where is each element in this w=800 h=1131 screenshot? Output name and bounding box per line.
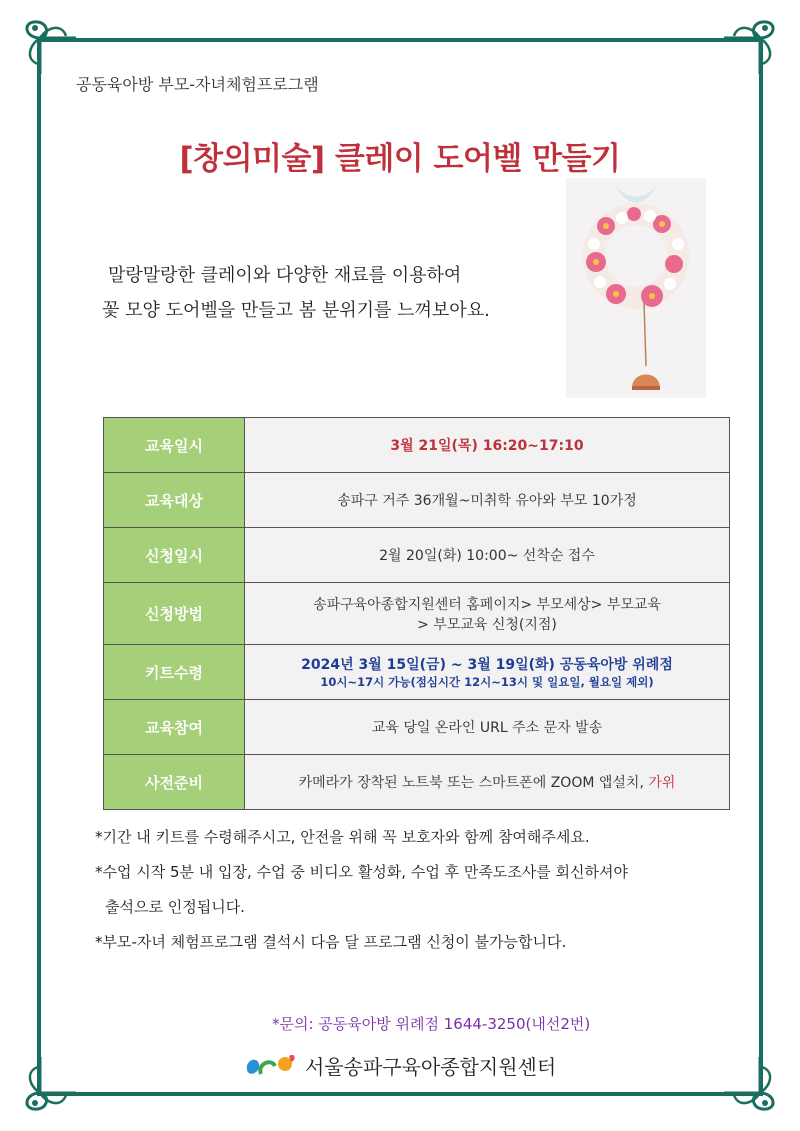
row-label: 교육참여 [104,700,245,755]
doorbell-photo [566,178,706,398]
ornament-corner-bottom-right-icon [722,1055,782,1115]
preparation-accent: 가위 [648,775,676,791]
flower-wreath-doorbell-icon [566,178,706,398]
row-label: 키트수령 [104,645,245,700]
center-logo-icon [243,1050,299,1080]
row-value: 교육 당일 온라인 URL 주소 문자 발송 [245,700,730,755]
org-logo [243,1050,556,1080]
ornament-corner-top-left-icon [18,16,78,76]
row-value [245,645,730,700]
apply-method-line-2: > 부모교육 신청(지점) [417,616,557,633]
table-row [104,583,730,645]
kit-pickup-period: 2024년 3월 15일(금) ~ 3월 19일(화) 공동육아방 위례점 [301,657,673,673]
row-value: 송파구 거주 36개월~미취학 유아와 부모 10가정 [245,473,730,528]
note-2: *수업 시작 5분 내 입장, 수업 중 비디오 활성화, 수업 후 만족도조사를 회신하셔야 [95,863,628,881]
kit-pickup-hours: 10시~17시 가능(점심시간 12시~13시 및 일요일, 월요일 제외) [320,675,654,689]
note-3: *부모-자녀 체험프로그램 결석시 다음 달 프로그램 신청이 불가능합니다. [95,933,567,951]
ornament-corner-bottom-left-icon [18,1055,78,1115]
table-row [104,700,730,755]
preparation-text: 카메라가 장착된 노트북 또는 스마트폰에 ZOOM 앱설치, [298,775,649,791]
row-label: 사전준비 [104,755,245,810]
page-title: [창의미술] 클레이 도어벨 만들기 [179,141,621,177]
note-2-continued: 출석으로 인정됩니다. [105,898,245,916]
table-row [104,755,730,810]
intro-line-2: 꽃 모양 도어벨을 만들고 봄 분위기를 느껴보아요. [102,300,490,321]
table-row [104,528,730,583]
intro-line-1: 말랑말랑한 클레이와 다양한 재료를 이용하여 [108,265,462,286]
ornament-corner-top-right-icon [722,16,782,76]
table-row [104,418,730,473]
note-1: *기간 내 키트를 수령해주시고, 안전을 위해 꼭 보호자와 함께 참여해주세요. [95,828,590,846]
table-row [104,645,730,700]
row-label: 신청일시 [104,528,245,583]
row-label: 교육대상 [104,473,245,528]
row-value [245,755,730,810]
row-label: 신청방법 [104,583,245,645]
row-value [245,583,730,645]
info-table [103,417,730,810]
inquiry-contact: *문의: 공동육아방 위례점 1644-3250(내선2번) [272,1015,591,1033]
apply-method-line-1: 송파구육아종합지원센터 홈페이지> 부모세상> 부모교육 [313,596,661,613]
notes [95,820,628,960]
intro-text [102,258,490,328]
education-date: 3월 21일(목) 16:20~17:10 [390,438,584,454]
table-row [104,473,730,528]
program-name: 공동육아방 부모-자녀체험프로그램 [76,75,319,94]
row-value: 2월 20일(화) 10:00~ 선착순 접수 [245,528,730,583]
row-value [245,418,730,473]
row-label: 교육일시 [104,418,245,473]
org-name: 서울송파구육아종합지원센터 [305,1054,557,1079]
